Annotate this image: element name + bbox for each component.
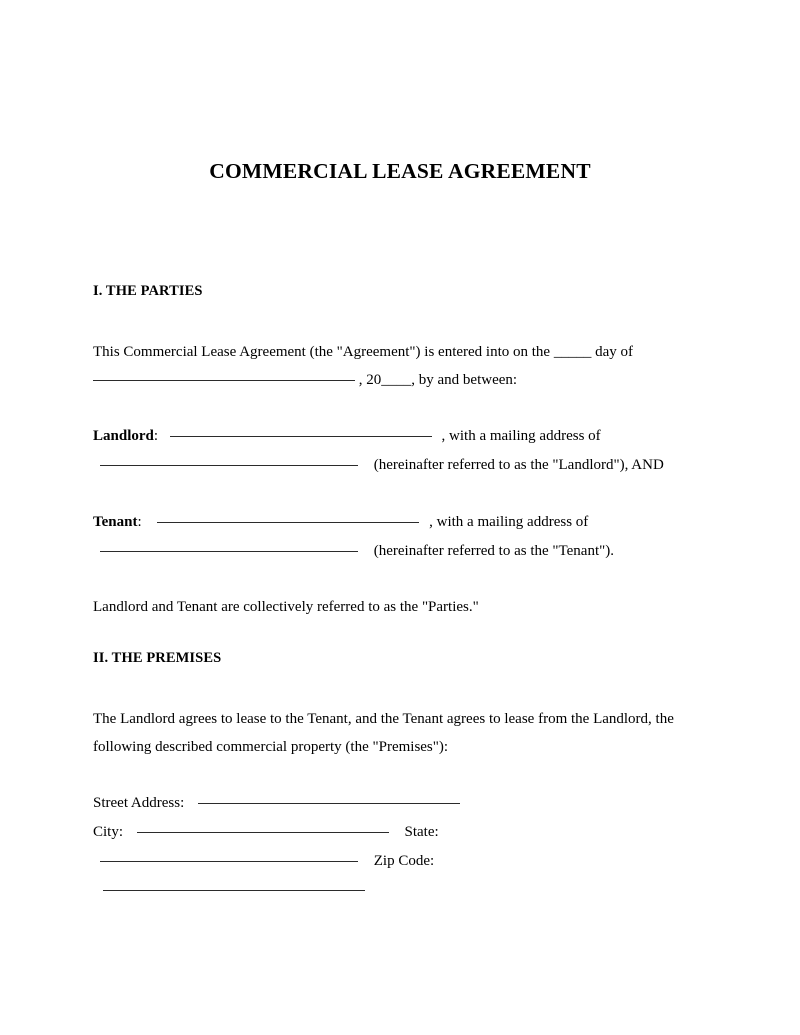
zip-code-label: Zip Code:: [373, 853, 435, 869]
state-zip-row: [93, 847, 740, 876]
zip-code-blank-rule[interactable]: [103, 890, 365, 891]
month-blank-rule[interactable]: [93, 380, 355, 381]
city-state-row: [93, 818, 733, 847]
landlord-label: Landlord: [93, 428, 154, 444]
state-label: State:: [404, 824, 439, 840]
section-heading-parties: I. THE PARTIES: [93, 283, 203, 299]
landlord-label-colon: :: [153, 428, 159, 444]
tenant-name-blank-rule[interactable]: [157, 522, 419, 523]
street-address-blank-rule[interactable]: [198, 803, 460, 804]
parties-intro-text-before: This Commercial Lease Agreement (the "Agreement") is entered into on the: [93, 344, 551, 360]
premises-paragraph-line-1: The Landlord agrees to lease to the Tenant, and the Tenant agrees to lease from the Landlord, the: [93, 711, 674, 727]
landlord-address-row: [93, 451, 740, 480]
tenant-label: Tenant: [93, 514, 138, 530]
landlord-address-blank-rule[interactable]: [100, 465, 358, 466]
year-and-between-text: , 20____, by and between:: [358, 372, 518, 388]
tenant-address-row: [93, 537, 740, 566]
day-blank[interactable]: _____: [553, 344, 592, 360]
street-address-row: [93, 789, 733, 818]
tenant-hereinafter-text: (hereinafter referred to as the "Tenant").: [373, 543, 614, 559]
parties-collective-statement: Landlord and Tenant are collectively referred to as the "Parties.": [93, 599, 479, 615]
premises-paragraph-line-2: following described commercial property (the "Premises"):: [93, 739, 449, 755]
parties-intro-line-2: [93, 366, 733, 395]
landlord-name-blank-rule[interactable]: [170, 436, 432, 437]
street-address-label: Street Address:: [93, 795, 185, 811]
tenant-mailing-address-text: , with a mailing address of: [429, 514, 589, 530]
state-blank-rule[interactable]: [100, 861, 358, 862]
page-title: COMMERCIAL LEASE AGREEMENT: [209, 159, 591, 183]
city-blank-rule[interactable]: [137, 832, 389, 833]
tenant-name-row: [93, 508, 733, 537]
landlord-mailing-address-text: , with a mailing address of: [441, 428, 601, 444]
landlord-name-row: [93, 422, 733, 451]
city-label: City:: [93, 824, 124, 840]
section-heading-premises: II. THE PREMISES: [93, 650, 222, 666]
parties-intro-line-1: [93, 338, 733, 367]
parties-intro-text-after: day of: [595, 344, 633, 360]
landlord-hereinafter-text: (hereinafter referred to as the "Landlord"), AND: [373, 457, 664, 473]
zip-code-row: [93, 876, 743, 905]
tenant-address-blank-rule[interactable]: [100, 551, 358, 552]
tenant-label-colon: :: [137, 514, 142, 530]
